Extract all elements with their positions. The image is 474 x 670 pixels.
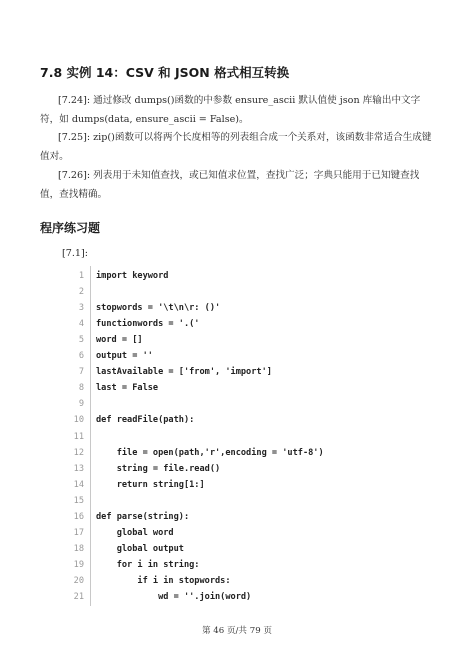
code-reference: [7.1]: xyxy=(62,248,88,259)
line-number: 14 xyxy=(73,479,84,490)
code-line xyxy=(62,493,438,509)
line-number: 1 xyxy=(78,271,84,281)
code-text: functionwords = '.(' xyxy=(96,319,200,330)
code-text: return string[1:] xyxy=(96,479,205,490)
section-title: 7.8 实例 14：CSV 和 JSON 格式相互转换 xyxy=(40,65,290,80)
line-number: 15 xyxy=(73,495,84,506)
code-text: if i in stopwords: xyxy=(96,575,231,586)
code-line xyxy=(62,364,438,380)
code-line xyxy=(62,332,438,348)
code-text: stopwords = '\t\n\r: ()' xyxy=(96,303,221,314)
code-line xyxy=(62,557,438,573)
line-number: 12 xyxy=(73,447,84,458)
code-text: string = file.read() xyxy=(96,463,221,474)
code-text: last = False xyxy=(96,383,159,394)
code-line xyxy=(62,316,438,332)
exercise-title: 程序练习题 xyxy=(40,221,101,235)
line-number: 6 xyxy=(78,351,84,362)
code-text: global word xyxy=(96,527,174,538)
code-listing xyxy=(62,266,438,606)
code-line xyxy=(62,396,438,412)
code-text: import keyword xyxy=(96,271,169,281)
line-number: 2 xyxy=(78,287,84,298)
code-line xyxy=(62,429,438,445)
code-text: output = '' xyxy=(96,351,153,362)
note-text: [7.25]: zip()函数可以将两个长度相等的列表组合成一个关系对，该函数非常适合生成键值对。 xyxy=(40,132,432,162)
line-number: 10 xyxy=(73,415,84,426)
line-number: 11 xyxy=(73,431,84,442)
code-line xyxy=(62,268,438,284)
note-paragraph-7-26 xyxy=(40,166,435,204)
code-line xyxy=(62,284,438,300)
line-number: 9 xyxy=(78,399,84,410)
code-text: global output xyxy=(96,543,184,554)
code-line xyxy=(62,445,438,461)
code-line xyxy=(62,541,438,557)
line-number: 7 xyxy=(78,367,84,378)
code-line xyxy=(62,509,438,525)
note-paragraph-7-25 xyxy=(40,128,435,166)
code-line xyxy=(62,477,438,493)
line-number: 5 xyxy=(78,335,84,346)
line-number: 20 xyxy=(73,575,84,586)
code-text: word = [] xyxy=(96,335,143,346)
line-number: 19 xyxy=(73,559,84,570)
code-line xyxy=(62,589,438,605)
line-number: 3 xyxy=(78,303,84,314)
note-paragraph-7-24 xyxy=(40,91,435,129)
code-text: for i in string: xyxy=(96,559,200,570)
line-number: 16 xyxy=(73,511,84,522)
line-number: 8 xyxy=(78,383,84,394)
line-number: 4 xyxy=(78,319,84,330)
note-text: [7.26]: 列表用于未知值查找，或已知值求位置，查找广泛；字典只能用于已知键查找值，查找精确。 xyxy=(40,170,420,200)
code-line xyxy=(62,525,438,541)
code-line xyxy=(62,461,438,477)
line-number: 21 xyxy=(73,592,84,602)
code-line xyxy=(62,573,438,589)
line-number: 17 xyxy=(73,527,84,538)
code-text: def readFile(path): xyxy=(96,415,195,426)
code-line xyxy=(62,380,438,396)
code-text: def parse(string): xyxy=(96,511,190,522)
code-line xyxy=(62,412,438,428)
code-line xyxy=(62,300,438,316)
code-text: lastAvailable = ['from', 'import'] xyxy=(96,367,272,378)
code-text: wd = ''.join(word) xyxy=(96,592,252,602)
code-text: file = open(path,'r',encoding = 'utf-8') xyxy=(96,447,324,458)
line-number: 13 xyxy=(73,463,84,474)
line-number: 18 xyxy=(73,543,84,554)
code-line xyxy=(62,348,438,364)
page-footer: 第 46 页/共 79 页 xyxy=(201,626,273,636)
note-text: [7.24]: 通过修改 dumps()函数的中参数 ensure_ascii 默认值使 json 库输出中文字符，如 dumps(data, ensure_ascii = False)。 xyxy=(40,95,421,125)
